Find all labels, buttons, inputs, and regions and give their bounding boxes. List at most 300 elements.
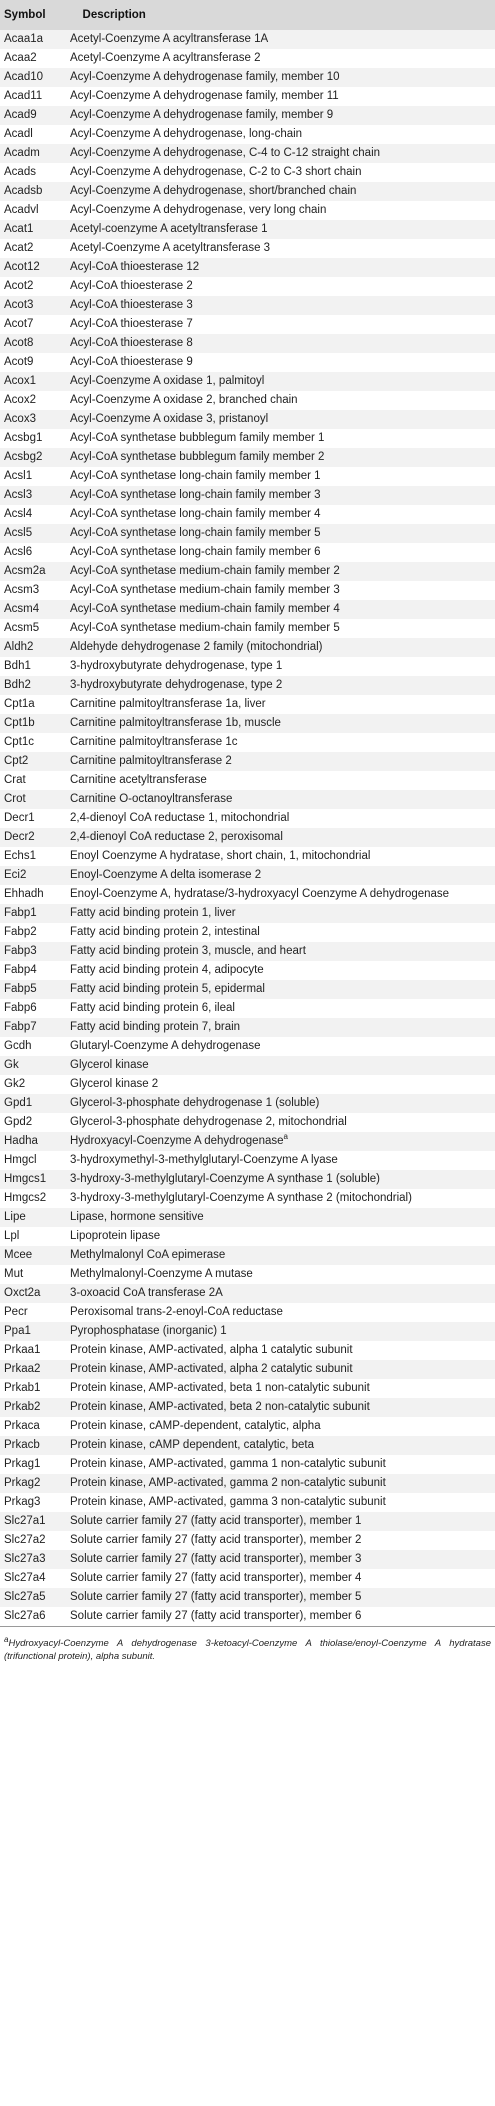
gene-description-text: Acyl-Coenzyme A dehydrogenase family, member 11	[70, 90, 339, 102]
table-row	[0, 524, 495, 543]
gene-description	[66, 1265, 495, 1284]
gene-description-text: Solute carrier family 27 (fatty acid transporter), member 6	[70, 1610, 362, 1622]
gene-symbol: Hadha	[0, 1132, 66, 1151]
gene-description	[66, 1018, 495, 1037]
gene-description	[66, 828, 495, 847]
gene-symbol: Decr2	[0, 828, 66, 847]
gene-description	[66, 733, 495, 752]
gene-symbol: Ehhadh	[0, 885, 66, 904]
table-row	[0, 1588, 495, 1607]
table-row	[0, 638, 495, 657]
gene-description	[66, 1436, 495, 1455]
table-row	[0, 163, 495, 182]
gene-symbol: Fabp7	[0, 1018, 66, 1037]
gene-symbol: Pecr	[0, 1303, 66, 1322]
gene-description-text: 3-oxoacid CoA transferase 2A	[70, 1287, 223, 1299]
gene-description	[66, 1303, 495, 1322]
gene-description	[66, 68, 495, 87]
gene-description-text: Acetyl-Coenzyme A acyltransferase 2	[70, 52, 261, 64]
table-row	[0, 1113, 495, 1132]
gene-description-text: Acyl-Coenzyme A dehydrogenase, C-4 to C-12 straight chain	[70, 147, 381, 159]
gene-description	[66, 486, 495, 505]
gene-description	[66, 277, 495, 296]
gene-description	[66, 1341, 495, 1360]
gene-description	[66, 410, 495, 429]
gene-description	[66, 201, 495, 220]
table-row	[0, 220, 495, 239]
gene-description-text: Fatty acid binding protein 1, liver	[70, 907, 236, 919]
gene-description	[66, 942, 495, 961]
gene-description-text: Acyl-CoA synthetase long-chain family member 1	[70, 470, 321, 482]
table-row	[0, 695, 495, 714]
gene-description-text: Lipoprotein lipase	[70, 1230, 161, 1242]
gene-description-text: Acyl-CoA synthetase medium-chain family member 3	[70, 584, 340, 596]
gene-description-text: Glycerol-3-phosphate dehydrogenase 2, mitochondrial	[70, 1116, 347, 1128]
gene-description-text: Enoyl-Coenzyme A delta isomerase 2	[70, 869, 262, 881]
table-row	[0, 1037, 495, 1056]
gene-description	[66, 1094, 495, 1113]
gene-description	[66, 125, 495, 144]
gene-description-text: Carnitine palmitoyltransferase 1b, muscle	[70, 717, 281, 729]
table-row	[0, 144, 495, 163]
gene-symbol: Bdh2	[0, 676, 66, 695]
table-row	[0, 980, 495, 999]
table-row	[0, 600, 495, 619]
gene-description	[66, 923, 495, 942]
gene-symbol: Slc27a6	[0, 1607, 66, 1626]
gene-symbol: Acsm5	[0, 619, 66, 638]
gene-description-text: Acyl-CoA thioesterase 8	[70, 337, 193, 349]
header-row	[0, 0, 495, 30]
gene-symbol: Acot12	[0, 258, 66, 277]
gene-description-text: Acyl-CoA synthetase medium-chain family member 4	[70, 603, 340, 615]
gene-description-text: Aldehyde dehydrogenase 2 family (mitochondrial)	[70, 641, 323, 653]
table-row	[0, 68, 495, 87]
gene-symbol: Cpt1a	[0, 695, 66, 714]
gene-description	[66, 1056, 495, 1075]
header-symbol: Symbol	[4, 9, 46, 21]
gene-description	[66, 543, 495, 562]
gene-description	[66, 790, 495, 809]
gene-description-text: Acyl-Coenzyme A dehydrogenase, C-2 to C-3 short chain	[70, 166, 362, 178]
gene-description-text: Protein kinase, cAMP dependent, catalytic, beta	[70, 1439, 314, 1451]
gene-description	[66, 106, 495, 125]
gene-symbol: Acsl3	[0, 486, 66, 505]
gene-description-text: Protein kinase, AMP-activated, beta 2 non-catalytic subunit	[70, 1401, 370, 1413]
gene-symbol: Acat2	[0, 239, 66, 258]
gene-description-text: Acyl-CoA thioesterase 7	[70, 318, 193, 330]
gene-symbol: Acsm4	[0, 600, 66, 619]
gene-description-text: Solute carrier family 27 (fatty acid transporter), member 4	[70, 1572, 362, 1584]
table-row	[0, 467, 495, 486]
table-row	[0, 1227, 495, 1246]
gene-description	[66, 695, 495, 714]
gene-description-text: Enoyl-Coenzyme A, hydratase/3-hydroxyacyl Coenzyme A dehydrogenase	[70, 888, 450, 900]
gene-symbol: Acsl4	[0, 505, 66, 524]
gene-description-text: 3-hydroxymethyl-3-methylglutaryl-Coenzyme A lyase	[70, 1154, 338, 1166]
gene-description-text: 3-hydroxy-3-methylglutaryl-Coenzyme A synthase 2 (mitochondrial)	[70, 1192, 412, 1204]
table-row	[0, 296, 495, 315]
gene-description	[66, 1322, 495, 1341]
gene-symbol: Acsl5	[0, 524, 66, 543]
gene-symbol: Prkacb	[0, 1436, 66, 1455]
gene-description-text: Carnitine palmitoyltransferase 1c	[70, 736, 238, 748]
gene-description	[66, 1227, 495, 1246]
header-description: Description	[82, 9, 146, 21]
gene-description-text: Acyl-Coenzyme A dehydrogenase family, member 10	[70, 71, 340, 83]
table-row	[0, 923, 495, 942]
table-header	[0, 0, 495, 30]
gene-symbol: Acot3	[0, 296, 66, 315]
gene-description	[66, 1531, 495, 1550]
gene-description	[66, 467, 495, 486]
table-row	[0, 1056, 495, 1075]
table-row	[0, 1284, 495, 1303]
gene-symbol: Prkab2	[0, 1398, 66, 1417]
table-row	[0, 581, 495, 600]
table-row	[0, 1018, 495, 1037]
table-row	[0, 771, 495, 790]
gene-description-text: Pyrophosphatase (inorganic) 1	[70, 1325, 227, 1337]
gene-symbol: Gcdh	[0, 1037, 66, 1056]
gene-symbol: Acad10	[0, 68, 66, 87]
table-row	[0, 448, 495, 467]
table-row	[0, 277, 495, 296]
gene-symbol: Fabp5	[0, 980, 66, 999]
gene-description	[66, 220, 495, 239]
gene-description-text: Carnitine O-octanoyltransferase	[70, 793, 233, 805]
gene-description	[66, 429, 495, 448]
gene-description	[66, 961, 495, 980]
gene-description-text: 3-hydroxybutyrate dehydrogenase, type 1	[70, 660, 283, 672]
gene-description-text: Fatty acid binding protein 6, ileal	[70, 1002, 235, 1014]
gene-symbol: Acot2	[0, 277, 66, 296]
gene-description	[66, 752, 495, 771]
gene-description-text: Solute carrier family 27 (fatty acid transporter), member 3	[70, 1553, 362, 1565]
gene-symbol: Acadvl	[0, 201, 66, 220]
table-row	[0, 942, 495, 961]
gene-symbol: Slc27a1	[0, 1512, 66, 1531]
gene-symbol: Gpd1	[0, 1094, 66, 1113]
gene-description	[66, 1189, 495, 1208]
gene-description	[66, 49, 495, 68]
table-row	[0, 315, 495, 334]
table-row	[0, 752, 495, 771]
gene-description	[66, 1113, 495, 1132]
table-row	[0, 1151, 495, 1170]
gene-description-text: 2,4-dienoyl CoA reductase 2, peroxisomal	[70, 831, 283, 843]
gene-description	[66, 980, 495, 999]
gene-description-text: Acyl-Coenzyme A oxidase 3, pristanoyl	[70, 413, 269, 425]
gene-description-text: Carnitine acetyltransferase	[70, 774, 207, 786]
table-row	[0, 182, 495, 201]
gene-symbol: Acsm2a	[0, 562, 66, 581]
gene-symbol: Mut	[0, 1265, 66, 1284]
gene-symbol: Echs1	[0, 847, 66, 866]
gene-symbol: Prkaa1	[0, 1341, 66, 1360]
gene-description-text: Hydroxyacyl-Coenzyme A dehydrogenase	[70, 1135, 284, 1147]
gene-symbol: Bdh1	[0, 657, 66, 676]
gene-symbol: Acat1	[0, 220, 66, 239]
gene-symbol: Prkag2	[0, 1474, 66, 1493]
gene-description	[66, 1208, 495, 1227]
gene-symbol: Decr1	[0, 809, 66, 828]
gene-description	[66, 771, 495, 790]
table-row	[0, 562, 495, 581]
gene-description	[66, 600, 495, 619]
gene-description-text: Peroxisomal trans-2-enoyl-CoA reductase	[70, 1306, 283, 1318]
table-row	[0, 1132, 495, 1151]
gene-symbol: Fabp2	[0, 923, 66, 942]
table-row	[0, 1265, 495, 1284]
gene-description-text: Acyl-CoA thioesterase 9	[70, 356, 193, 368]
table-row	[0, 904, 495, 923]
gene-description	[66, 353, 495, 372]
gene-description-text: Acyl-CoA synthetase long-chain family member 6	[70, 546, 321, 558]
gene-description-text: Fatty acid binding protein 7, brain	[70, 1021, 241, 1033]
table-row	[0, 1379, 495, 1398]
table-row	[0, 1512, 495, 1531]
gene-symbol: Acads	[0, 163, 66, 182]
table-row	[0, 1607, 495, 1626]
gene-description	[66, 1151, 495, 1170]
footnote-text: Hydroxyacyl-Coenzyme A dehydrogenase 3-ketoacyl-Coenzyme A thiolase/enoyl-Coenzyme A hydratase (trifunctional protein), alpha subunit.	[4, 1638, 491, 1662]
gene-description	[66, 1284, 495, 1303]
gene-symbol: Acox3	[0, 410, 66, 429]
table-row	[0, 1531, 495, 1550]
gene-symbol: Aldh2	[0, 638, 66, 657]
gene-symbol: Mcee	[0, 1246, 66, 1265]
gene-description	[66, 619, 495, 638]
gene-description-text: Acyl-Coenzyme A oxidase 2, branched chain	[70, 394, 298, 406]
gene-description-text: Lipase, hormone sensitive	[70, 1211, 204, 1223]
gene-description	[66, 1569, 495, 1588]
gene-symbol: Eci2	[0, 866, 66, 885]
gene-description	[66, 1607, 495, 1626]
gene-description-text: 3-hydroxybutyrate dehydrogenase, type 2	[70, 679, 283, 691]
gene-description	[66, 1455, 495, 1474]
table-footnote	[0, 1627, 495, 1663]
gene-symbol: Lipe	[0, 1208, 66, 1227]
gene-description-text: Methylmalonyl CoA epimerase	[70, 1249, 226, 1261]
gene-description-text: Acyl-Coenzyme A oxidase 1, palmitoyl	[70, 375, 265, 387]
gene-description	[66, 847, 495, 866]
gene-description-text: Acyl-CoA synthetase long-chain family member 5	[70, 527, 321, 539]
table-row	[0, 543, 495, 562]
gene-symbol: Hmgcs2	[0, 1189, 66, 1208]
gene-description-text: Carnitine palmitoyltransferase 1a, liver	[70, 698, 266, 710]
gene-description	[66, 391, 495, 410]
table-row	[0, 1569, 495, 1588]
table-row	[0, 847, 495, 866]
table-row	[0, 239, 495, 258]
table-row	[0, 809, 495, 828]
table-row	[0, 790, 495, 809]
gene-description-text: Fatty acid binding protein 4, adipocyte	[70, 964, 264, 976]
gene-symbol: Acad11	[0, 87, 66, 106]
table-row	[0, 49, 495, 68]
gene-description	[66, 1512, 495, 1531]
gene-symbol: Prkag3	[0, 1493, 66, 1512]
gene-description	[66, 163, 495, 182]
gene-description-text: Protein kinase, AMP-activated, gamma 1 non-catalytic subunit	[70, 1458, 386, 1470]
gene-symbol: Acot9	[0, 353, 66, 372]
gene-symbol: Slc27a3	[0, 1550, 66, 1569]
gene-description-text: Solute carrier family 27 (fatty acid transporter), member 5	[70, 1591, 362, 1603]
table-row	[0, 999, 495, 1018]
gene-symbol: Acsl1	[0, 467, 66, 486]
table-row	[0, 30, 495, 49]
table-row	[0, 1493, 495, 1512]
gene-symbol: Lpl	[0, 1227, 66, 1246]
gene-description	[66, 524, 495, 543]
table-row	[0, 885, 495, 904]
gene-description-text: Fatty acid binding protein 5, epidermal	[70, 983, 265, 995]
gene-symbol: Acsbg1	[0, 429, 66, 448]
table-row	[0, 1550, 495, 1569]
gene-symbol: Gk	[0, 1056, 66, 1075]
gene-description	[66, 448, 495, 467]
gene-symbol: Acaa1a	[0, 30, 66, 49]
table-row	[0, 429, 495, 448]
table-row	[0, 106, 495, 125]
gene-symbol: Acsl6	[0, 543, 66, 562]
gene-description	[66, 144, 495, 163]
gene-description	[66, 1037, 495, 1056]
gene-description	[66, 809, 495, 828]
gene-symbol: Fabp4	[0, 961, 66, 980]
gene-symbol: Acad9	[0, 106, 66, 125]
table-row	[0, 619, 495, 638]
gene-symbol: Oxct2a	[0, 1284, 66, 1303]
gene-description	[66, 1360, 495, 1379]
gene-description-text: Carnitine palmitoyltransferase 2	[70, 755, 232, 767]
table-row	[0, 1170, 495, 1189]
gene-description-text: Acyl-CoA synthetase medium-chain family member 2	[70, 565, 340, 577]
gene-symbol: Prkab1	[0, 1379, 66, 1398]
table-body	[0, 30, 495, 1626]
gene-description	[66, 315, 495, 334]
gene-description	[66, 372, 495, 391]
gene-symbol: Acsm3	[0, 581, 66, 600]
table-row	[0, 87, 495, 106]
gene-description-text: Glycerol kinase	[70, 1059, 149, 1071]
gene-symbol: Hmgcs1	[0, 1170, 66, 1189]
table-row	[0, 353, 495, 372]
gene-description-text: Acyl-CoA thioesterase 3	[70, 299, 193, 311]
table-row	[0, 391, 495, 410]
gene-symbol: Cpt1c	[0, 733, 66, 752]
table-row	[0, 505, 495, 524]
table-row	[0, 334, 495, 353]
gene-description	[66, 999, 495, 1018]
gene-symbol: Slc27a4	[0, 1569, 66, 1588]
gene-description-text: Fatty acid binding protein 2, intestinal	[70, 926, 260, 938]
gene-symbol: Acot7	[0, 315, 66, 334]
gene-symbol: Acot8	[0, 334, 66, 353]
gene-description-text: Solute carrier family 27 (fatty acid transporter), member 1	[70, 1515, 362, 1527]
table-row	[0, 1474, 495, 1493]
gene-symbol: Cpt2	[0, 752, 66, 771]
footnote-marker: a	[4, 1634, 9, 1644]
table-row	[0, 410, 495, 429]
table-row	[0, 733, 495, 752]
gene-symbol: Acadsb	[0, 182, 66, 201]
gene-description	[66, 1132, 495, 1151]
gene-symbol: Prkaa2	[0, 1360, 66, 1379]
gene-description	[66, 505, 495, 524]
table-row	[0, 1417, 495, 1436]
gene-description-text: Acetyl-Coenzyme A acyltransferase 1A	[70, 33, 269, 45]
gene-description	[66, 296, 495, 315]
gene-description	[66, 904, 495, 923]
gene-description	[66, 1550, 495, 1569]
gene-description	[66, 638, 495, 657]
gene-description-text: Acyl-Coenzyme A dehydrogenase, very long chain	[70, 204, 327, 216]
gene-description-text: Protein kinase, AMP-activated, alpha 2 catalytic subunit	[70, 1363, 353, 1375]
table-row	[0, 866, 495, 885]
table-row	[0, 1341, 495, 1360]
gene-description-text: 3-hydroxy-3-methylglutaryl-Coenzyme A synthase 1 (soluble)	[70, 1173, 380, 1185]
table-row	[0, 258, 495, 277]
gene-description	[66, 258, 495, 277]
gene-description	[66, 1379, 495, 1398]
gene-description-text: Glutaryl-Coenzyme A dehydrogenase	[70, 1040, 261, 1052]
gene-description-text: Acyl-CoA synthetase bubblegum family member 2	[70, 451, 325, 463]
gene-description	[66, 562, 495, 581]
table-row	[0, 1075, 495, 1094]
gene-symbol: Crot	[0, 790, 66, 809]
gene-symbol: Fabp1	[0, 904, 66, 923]
table-row	[0, 1436, 495, 1455]
gene-description	[66, 334, 495, 353]
gene-description-text: Protein kinase, AMP-activated, gamma 2 non-catalytic subunit	[70, 1477, 386, 1489]
table-row	[0, 1322, 495, 1341]
gene-description-text: Acetyl-Coenzyme A acetyltransferase 3	[70, 242, 271, 254]
gene-description-text: Acyl-Coenzyme A dehydrogenase family, member 9	[70, 109, 334, 121]
table-row	[0, 676, 495, 695]
gene-description	[66, 657, 495, 676]
gene-description-text: Acyl-CoA synthetase medium-chain family member 5	[70, 622, 340, 634]
gene-description	[66, 87, 495, 106]
gene-description-text: Solute carrier family 27 (fatty acid transporter), member 2	[70, 1534, 362, 1546]
gene-description-text: Protein kinase, cAMP-dependent, catalytic, alpha	[70, 1420, 321, 1432]
gene-description-text: Acyl-Coenzyme A dehydrogenase, short/branched chain	[70, 185, 357, 197]
table-row	[0, 1246, 495, 1265]
gene-symbol: Fabp6	[0, 999, 66, 1018]
gene-description-text: Fatty acid binding protein 3, muscle, and heart	[70, 945, 306, 957]
gene-symbol: Acadm	[0, 144, 66, 163]
gene-description-text: Glycerol kinase 2	[70, 1078, 159, 1090]
gene-description	[66, 885, 495, 904]
gene-symbol: Acsbg2	[0, 448, 66, 467]
gene-description	[66, 1398, 495, 1417]
gene-description-text: Acyl-CoA synthetase bubblegum family member 1	[70, 432, 325, 444]
gene-symbol: Slc27a5	[0, 1588, 66, 1607]
gene-description	[66, 239, 495, 258]
gene-description-text: Acetyl-coenzyme A acetyltransferase 1	[70, 223, 268, 235]
table-row	[0, 1360, 495, 1379]
table-row	[0, 1094, 495, 1113]
table-row	[0, 714, 495, 733]
footnote-reference: a	[283, 1132, 288, 1142]
table-row	[0, 1303, 495, 1322]
gene-symbol: Acox1	[0, 372, 66, 391]
gene-description-text: Protein kinase, AMP-activated, alpha 1 catalytic subunit	[70, 1344, 353, 1356]
table-row	[0, 201, 495, 220]
gene-symbol: Hmgcl	[0, 1151, 66, 1170]
gene-description	[66, 581, 495, 600]
